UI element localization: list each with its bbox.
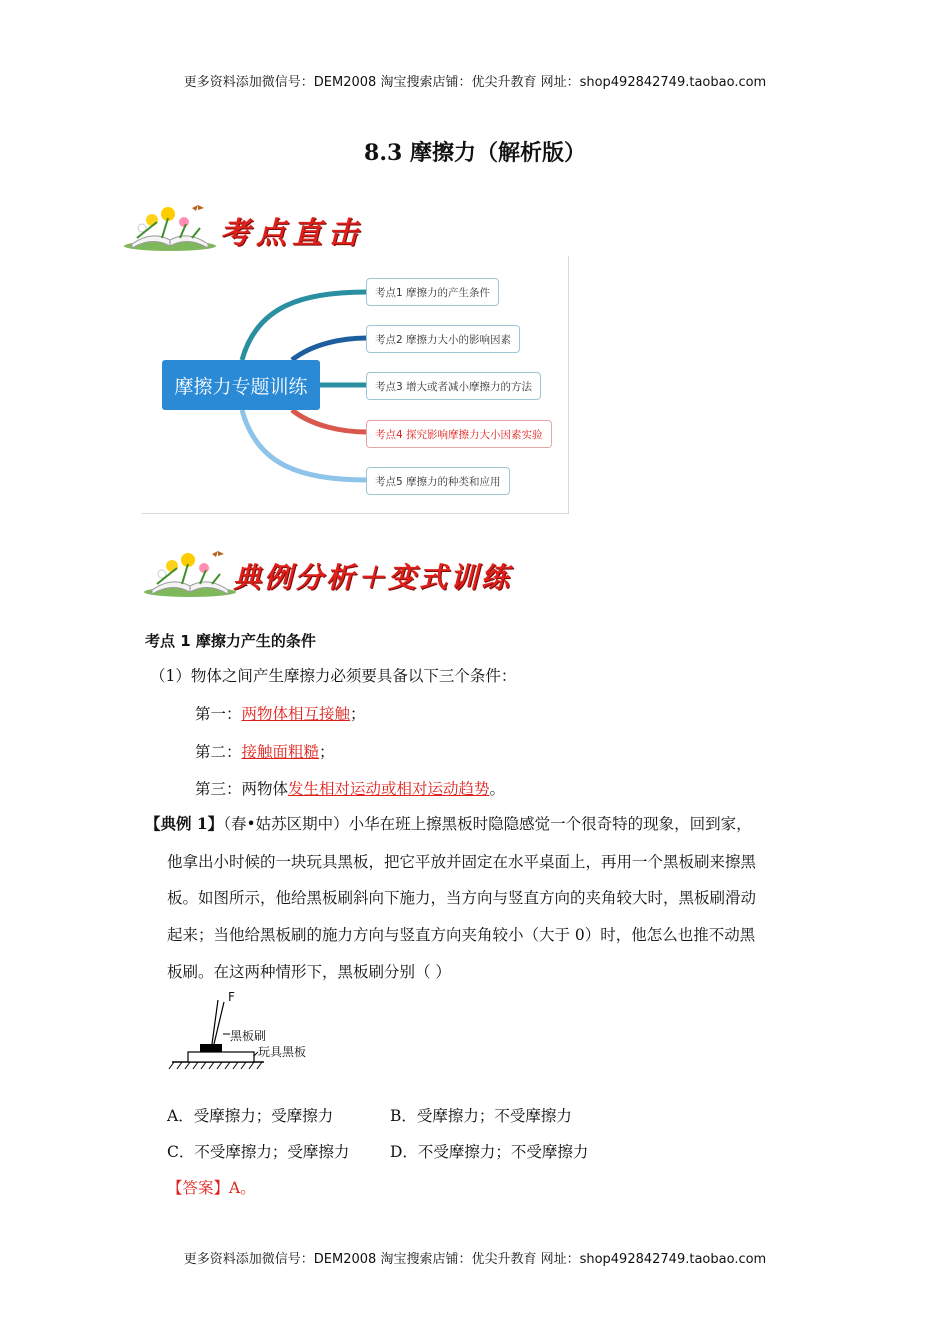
mindmap-leaf: 考点2 摩擦力大小的影响因素 (366, 325, 520, 353)
example-line: 起来；当他给黑板刷的施力方向与竖直方向夹角较小（大于 0）时，他怎么也推不动黑 (167, 926, 756, 944)
mindmap-leaf: 考点1 摩擦力的产生条件 (366, 278, 499, 306)
mindmap-leaf: 考点3 增大或者减小摩擦力的方法 (366, 372, 541, 400)
book-flower-icon (122, 200, 217, 252)
example-line: 板。如图所示，他给黑板刷斜向下施力，当方向与竖直方向的夹角较大时，黑板刷滑动 (167, 889, 757, 907)
board-label: 玩具黑板 (258, 1045, 307, 1059)
example-line: 板刷。在这两种情形下，黑板刷分别（ ） (167, 963, 451, 981)
book-flower-icon (142, 546, 237, 598)
option-a: A．受摩擦力；受摩擦力 (167, 1107, 334, 1125)
mindmap-leaf: 考点4 探究影响摩擦力大小因素实验 (366, 420, 552, 448)
section-title: 考点 1 摩擦力产生的条件 (145, 632, 316, 650)
mindmap (142, 256, 569, 514)
example-first-line: 【典例 1】（春•姑苏区期中）小华在班上擦黑板时隐隐感觉一个很奇特的现象，回到家， (145, 814, 752, 833)
page-title: 8.3 摩擦力（解析版） (364, 140, 586, 166)
page-header: 更多资料添加微信号：DEM2008 淘宝搜索店铺：优尖升教育 网址：shop492842749.taobao.com (183, 75, 767, 90)
option-c: C．不受摩擦力；受摩擦力 (167, 1143, 350, 1161)
example-line: 他拿出小时候的一块玩具黑板，把它平放并固定在水平桌面上，再用一个黑板刷来擦黑 (167, 853, 757, 871)
force-label: F (228, 990, 235, 1004)
banner-dianli: 典例分析＋变式训练 (233, 561, 513, 594)
section-intro: （1）物体之间产生摩擦力必须要具备以下三个条件： (150, 667, 517, 685)
mindmap-root: 摩擦力专题训练 (162, 360, 320, 410)
banner-kaodian: 考点直击 (220, 216, 364, 251)
answer: 【答案】A。 (167, 1179, 256, 1197)
blackboard-figure (168, 990, 328, 1070)
option-d: D．不受摩擦力；不受摩擦力 (390, 1143, 589, 1161)
mindmap-leaf: 考点5 摩擦力的种类和应用 (366, 467, 510, 495)
condition-3: 第三：两物体发生相对运动或相对运动趋势。 (195, 780, 506, 798)
condition-2: 第二：接触面粗糙； (195, 743, 335, 761)
option-b: B．受摩擦力；不受摩擦力 (390, 1107, 572, 1125)
condition-1: 第一：两物体相互接触； (195, 705, 366, 723)
brush-label: 黑板刷 (230, 1029, 267, 1043)
page-footer: 更多资料添加微信号：DEM2008 淘宝搜索店铺：优尖升教育 网址：shop492842749.taobao.com (183, 1252, 767, 1267)
